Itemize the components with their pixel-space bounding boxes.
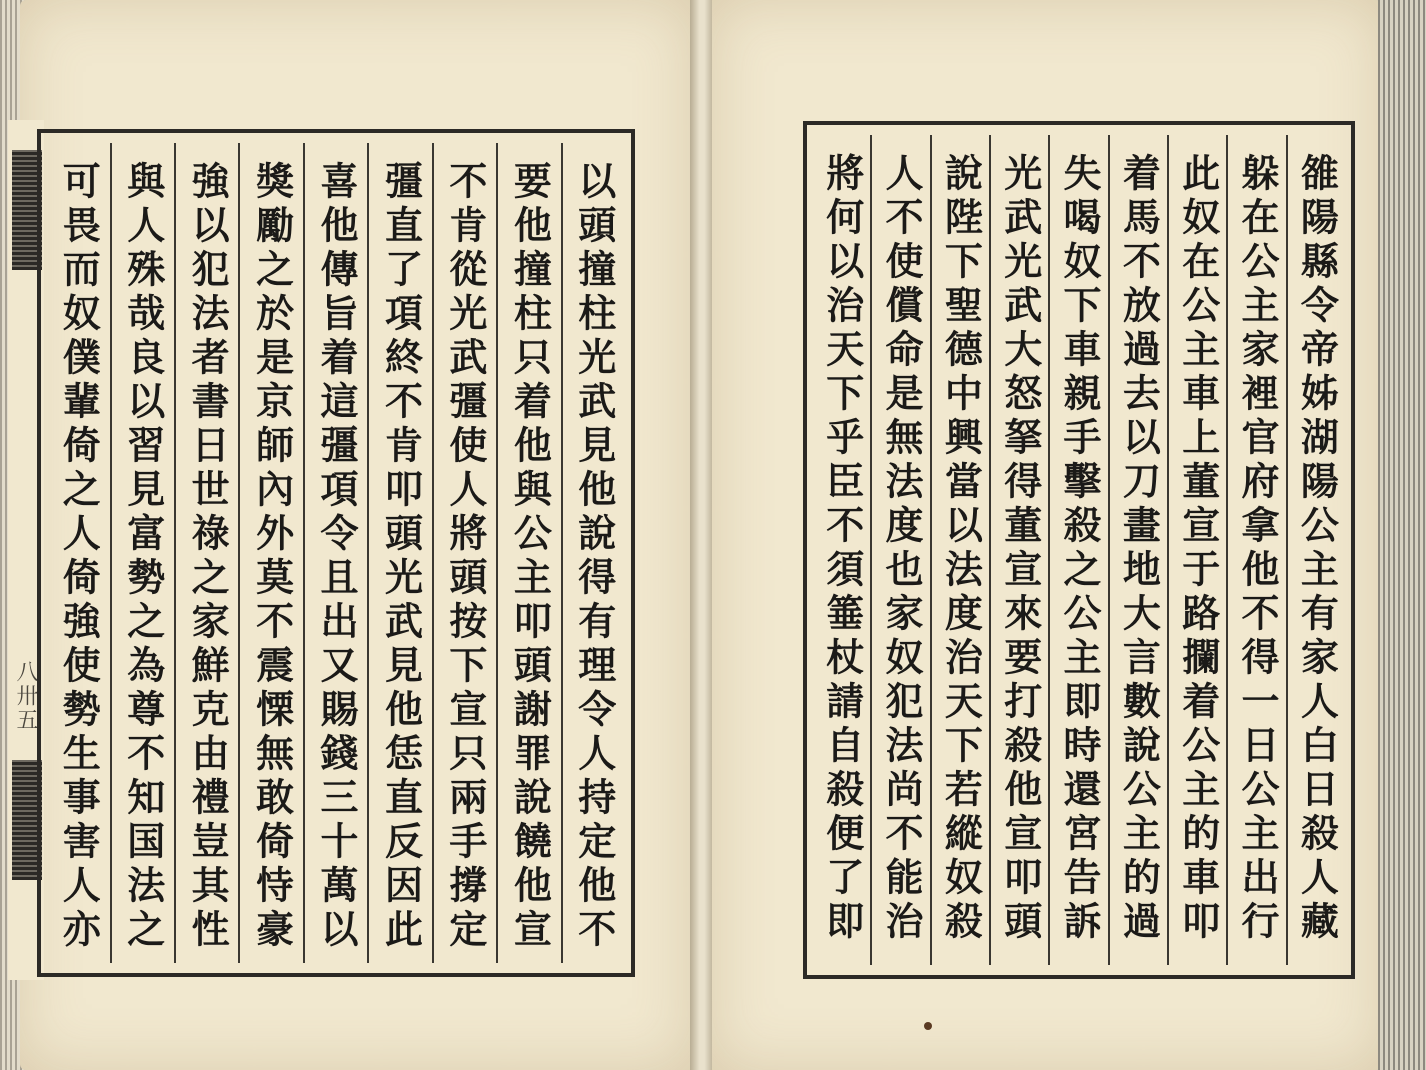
text-column: 不肯從光武彊使人將頭按下宣只兩手撐定 <box>432 143 496 963</box>
ink-dot <box>924 1022 932 1030</box>
text-column: 要他撞柱只着他與公主叩頭謝罪說饒他宣 <box>496 143 560 963</box>
left-page <box>13 0 692 1070</box>
left-margin-label: 八卅五 <box>13 660 38 732</box>
text-column: 以頭撞柱光武見他說得有理令人持定他不 <box>561 143 625 963</box>
text-column: 光武光武大怒拏得董宣來要打殺他宣叩頭 <box>989 135 1048 965</box>
text-column: 雒陽縣令帝姊湖陽公主有家人白日殺人藏 <box>1286 135 1345 965</box>
text-column: 喜他傳旨着這彊項令且出又賜錢三十萬以 <box>303 143 367 963</box>
page-stack-edge <box>1378 0 1426 1070</box>
book-gutter <box>690 0 714 1070</box>
text-column: 彊直了項終不肯叩頭光武見他恁直反因此 <box>367 143 431 963</box>
text-column: 此奴在公主車上董宣于路攔着公主的車叩 <box>1167 135 1226 965</box>
right-text-columns <box>813 135 1345 965</box>
text-column: 躲在公主家裡官府拿他不得一日公主出行 <box>1226 135 1285 965</box>
text-column: 強以犯法者書日世祿之家鮮克由禮豈其性 <box>174 143 238 963</box>
text-column: 可畏而奴僕輩倚之人倚強使勢生事害人亦 <box>56 161 102 953</box>
left-text-columns <box>47 143 625 963</box>
right-page <box>712 0 1382 1070</box>
text-column: 人不使償命是無法度也家奴犯法尚不能治 <box>870 135 929 965</box>
text-column: 失喝奴下車親手擊殺之公主即時還宮告訴 <box>1048 135 1107 965</box>
text-column: 獎勵之於是京師內外莫不震慄無敢倚恃豪 <box>238 143 302 963</box>
right-text-frame <box>804 122 1354 978</box>
text-column: 與人殊哉良以習見富勢之為尊不知国法之 <box>110 143 174 963</box>
left-text-frame <box>38 130 634 976</box>
text-column: 說陛下聖德中興當以法度治天下若縱奴殺 <box>930 135 989 965</box>
text-column: 將何以治天下乎臣不須箠杖請自殺便了即 <box>819 153 865 945</box>
text-column: 着馬不放過去以刀畫地大言數說公主的過 <box>1108 135 1167 965</box>
